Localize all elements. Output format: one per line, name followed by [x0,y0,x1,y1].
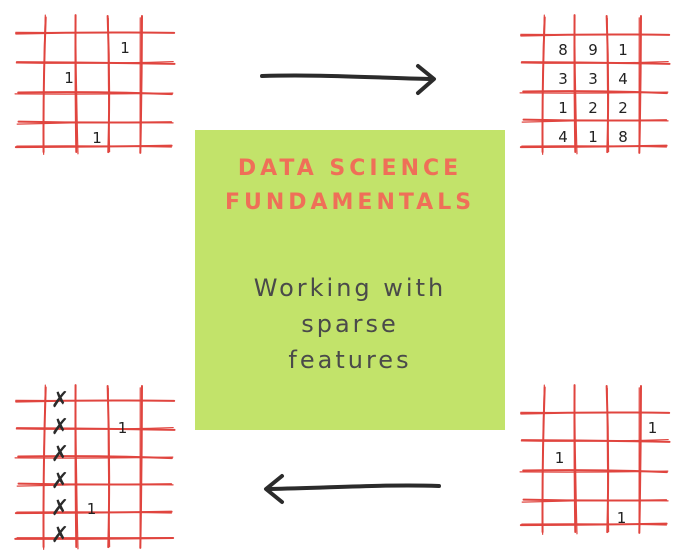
cross-mark-icon: ✗ [50,388,70,413]
grid-cell [139,123,167,153]
cross-mark-icon: ✗ [50,469,70,494]
grid-cell [83,93,111,123]
cross-mark-icon: ✗ [50,496,70,521]
grid-cell [27,63,55,93]
grid-cell: 4 [558,127,568,146]
grid-cell: 1 [64,69,74,87]
grid-cell: 8 [558,40,568,59]
grid-cell [606,473,637,503]
grid-cell [83,33,111,63]
grid-cell [637,503,668,533]
grid-cell: 1 [616,509,627,527]
grid-cell [83,63,111,93]
title-card [195,130,505,430]
grid-cell [55,33,83,63]
grid-bottom-right [520,385,670,535]
grid-cell [107,495,138,522]
grid-cell [27,33,55,63]
grid-cell [575,443,606,473]
grid-top-right [520,15,670,155]
grid-cell [55,123,83,153]
grid-bottom-left [15,385,175,550]
grid-top-left [15,15,175,155]
grid-cell [138,414,169,441]
grid-cell: 3 [588,69,598,88]
grid-cell: 1 [92,129,102,147]
grid-cell [575,473,606,503]
grid-cell [76,468,107,495]
grid-cell [139,33,167,63]
grid-cell: 3 [558,69,568,88]
arrow-right-icon [258,60,443,100]
grid-cell [637,473,668,503]
grid-cell [55,93,83,123]
grid-cell: 1 [647,419,658,437]
grid-cell [107,468,138,495]
grid-cell [138,522,169,549]
grid-cell [107,441,138,468]
grid-cell [138,495,169,522]
grid-cell [606,413,637,443]
grid-cell [575,503,606,533]
grid-cell [27,93,55,123]
grid-cell: 8 [618,127,628,146]
grid-cell [544,413,575,443]
grid-cell [544,503,575,533]
grid-cell: 4 [618,69,628,88]
card-title [195,152,505,220]
grid-cell: 1 [86,499,97,518]
grid-cell [76,414,107,441]
grid-cell [606,443,637,473]
grid-cell [575,413,606,443]
grid-cell: 1 [117,418,128,437]
grid-cell [76,522,107,549]
grid-cell [637,443,668,473]
cross-mark-icon: ✗ [50,442,70,467]
grid-cell [76,441,107,468]
grid-cell [76,387,107,414]
grid-cell: 2 [618,98,628,117]
grid-cell [111,123,139,153]
card-subtitle-line2: sparse [301,310,399,338]
grid-cell [138,387,169,414]
grid-cell: 1 [618,40,628,59]
grid-cell [138,441,169,468]
grid-cell [111,63,139,93]
grid-cell [139,63,167,93]
grid-cell: 9 [588,40,598,59]
grid-cell [107,522,138,549]
grid-cell: 1 [120,39,130,57]
grid-cell [138,468,169,495]
card-subtitle-line3: features [288,346,412,374]
card-title-line2: FUNDAMENTALS [224,190,476,215]
grid-cell [544,473,575,503]
grid-cell [111,93,139,123]
grid-cell [139,93,167,123]
card-title-line1: DATA SCIENCE [237,156,463,181]
grid-cell: 1 [554,449,565,467]
grid-cell: 1 [558,98,568,117]
grid-cell: 1 [588,127,598,146]
cross-mark-icon: ✗ [50,523,70,548]
grid-cell [107,387,138,414]
card-subtitle [195,270,505,378]
arrow-left-icon [258,468,443,508]
card-subtitle-line1: Working with [253,274,447,302]
grid-cell: 2 [588,98,598,117]
grid-cell [27,123,55,153]
cross-mark-icon: ✗ [50,415,70,440]
